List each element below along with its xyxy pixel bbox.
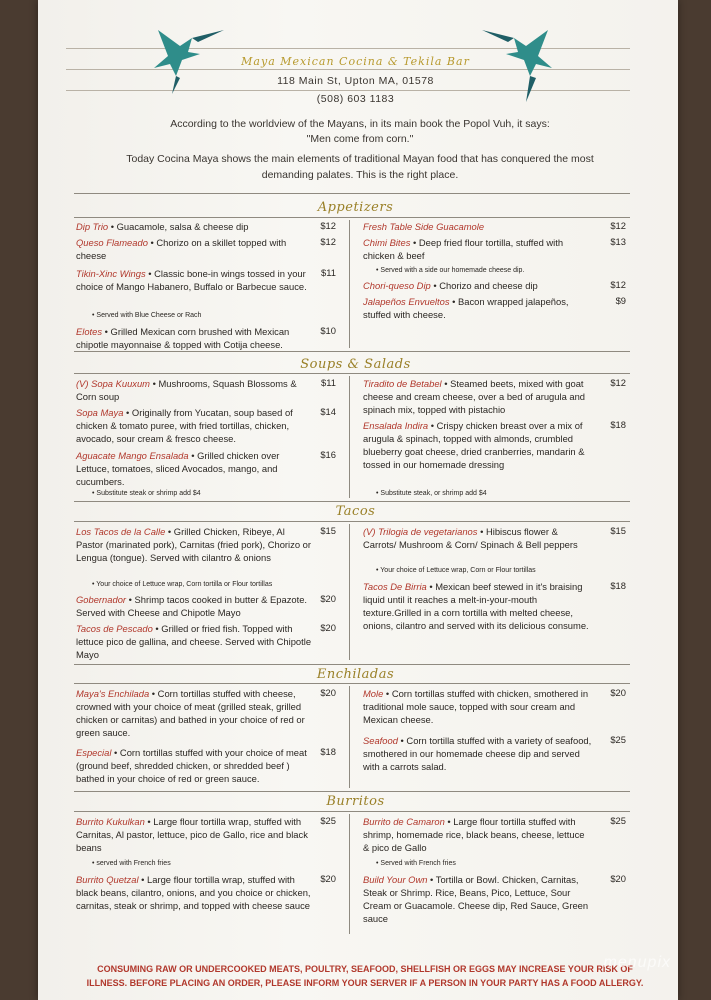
menu-item: Los Tacos de la Calle • Grilled Chicken, Ribeye, Al Pastor (marinated pork), Carnitas (fried pork), Chorizo or Lengua (tongue). Served with cilantro & onions [76, 526, 311, 563]
column-divider-tacos [349, 524, 350, 660]
menu-item-price: $12 [320, 220, 336, 231]
menu-item-price: $16 [320, 449, 336, 460]
menu-item-price: $20 [320, 873, 336, 884]
menu-item-price: $11 [321, 267, 336, 278]
menu-item-price: $11 [321, 377, 336, 388]
intro-line-4: demanding palates. This is the right place. [261, 169, 459, 181]
menu-item-note: • Substitute steak or shrimp add $4 [92, 490, 201, 497]
menu-item-price: $18 [320, 746, 336, 757]
menu-item-note: • Served with French fries [376, 860, 456, 867]
menu-item: Chimi Bites • Deep fried flour tortilla, stuffed with chicken & beef [363, 237, 564, 261]
divider-enchiladas-top [74, 664, 630, 665]
menu-item-price: $12 [610, 220, 626, 231]
divider-soups [74, 373, 630, 374]
menu-item: Dip Trio • Guacamole, salsa & cheese dip [76, 221, 249, 232]
menu-item: Chori-queso Dip • Chorizo and cheese dip [363, 280, 538, 291]
divider-soups-top [74, 351, 630, 352]
intro-line-1: According to the worldview of the Mayans, in its main book the Popol Vuh, it says: [170, 118, 550, 130]
menu-item: Seafood • Corn tortilla stuffed with a variety of seafood, smothered in our homemade cheese dip and served with a carrots salad. [363, 735, 592, 772]
menu-item-price: $20 [610, 687, 626, 698]
menu-item: Sopa Maya • Originally from Yucatan, soup based of chicken & tomato puree, with fried tortillas, chicken, avocado, sour cream & fresco cheese. [76, 407, 293, 444]
divider-tacos [74, 521, 630, 522]
section-title-appetizers: Appetizers [317, 200, 394, 215]
menu-item: Burrito de Camaron • Large flour tortilla stuffed with shrimp, homemade rice, black beans, cheese, lettuce & pico de Gallo [363, 816, 585, 853]
menu-item: Tiradito de Betabel • Steamed beets, mixed with goat cheese and cream cheese, over a bed of arugula and spinach mix, topped with pistachio [363, 378, 586, 415]
menu-item: Mole • Corn tortillas stuffed with chicken, smothered in traditional mole sauce, topped with sour cream and Mexican cheese. [363, 688, 589, 725]
column-divider-appetizers [349, 220, 350, 348]
menu-item: Queso Flameado • Chorizo on a skillet topped with cheese [76, 237, 287, 261]
section-title-enchiladas: Enchiladas [316, 667, 395, 682]
menu-item-price: $18 [610, 580, 626, 591]
menu-item-price: $13 [610, 236, 626, 247]
restaurant-phone: (508) 603 1183 [316, 93, 395, 105]
menu-item-price: $12 [320, 236, 336, 247]
divider-top [74, 193, 630, 194]
watermark: menupix [603, 954, 671, 971]
menu-item: Burrito Quetzal • Large flour tortilla wrap, stuffed with black beans, cilantro, onions, and you choice or chicken, carnitas, steak or shrimp, and topped with cheese sauce [76, 874, 311, 911]
intro-line-3: Today Cocina Maya shows the main elements of traditional Mayan food that has conquered the most [126, 153, 594, 165]
menu-item-price: $25 [610, 815, 626, 826]
menu-item: (V) Trilogia de vegetarianos • Hibiscus flower & Carrots/ Mushroom & Corn/ Spinach & Bell peppers [363, 526, 578, 550]
menu-item: Tacos de Pescado • Grilled or fried fish. Topped with lettuce pico de gallina, and cheese. Served with Chipotle Mayo [76, 623, 312, 660]
column-divider-burritos [349, 814, 350, 934]
menu-item: Aguacate Mango Ensalada • Grilled chicken over Lettuce, tomatoes, sliced Avocados, mango, and cucumbers. [76, 450, 280, 487]
restaurant-title: Maya Mexican Cocina & Tekila Bar [241, 55, 470, 68]
section-title-tacos: Tacos [335, 504, 376, 519]
menu-item-price: $15 [610, 525, 626, 536]
menu-item-price: $18 [610, 419, 626, 430]
menu-item: Gobernador • Shrimp tacos cooked in butter & Epazote. Served with Cheese and Chipotle Mayo [76, 594, 308, 618]
menu-item: Tikin-Xinc Wings • Classic bone-in wings tossed in your choice of Mango Habanero, Buffalo or Barbecue sauce. [76, 268, 307, 292]
menu-item: (V) Sopa Kuuxum • Mushrooms, Squash Blossoms & Corn soup [76, 378, 297, 402]
divider-burritos-top [74, 791, 630, 792]
section-title-burritos: Burritos [326, 794, 385, 809]
menu-item: Burrito Kukulkan • Large flour tortilla wrap, stuffed with Carnitas, Al pastor, lettuce, pico de Gallo, rice and black beans [76, 816, 308, 853]
menu-item-price: $12 [610, 377, 626, 388]
menu-item-price: $10 [320, 325, 336, 336]
menu-item: Ensalada Indira • Crispy chicken breast over a mix of arugula & spinach, topped with almonds, crumbled blueberry goat cheese, dried cranberries, mandarin & tossed in our homemade dressing [363, 420, 585, 470]
menu-item-note: • Substitute steak, or shrimp add $4 [376, 490, 487, 497]
menu-item: Tacos De Birria • Mexican beef stewed in it's braising liquid until it reaches a melt-in-your-mouth texture.Grilled in a corn tortilla with melted cheese, onions, cilantro and served with its delicious consume. [363, 581, 589, 631]
menu-item-price: $20 [320, 687, 336, 698]
menu-item-note: • Your choice of Lettuce wrap, Corn tortilla or Flour tortillas [92, 581, 273, 588]
allergy-warning-line-1: CONSUMING RAW OR UNDERCOOKED MEATS, POULTRY, SEAFOOD, SHELLFISH OR EGGS MAY INCREASE YOUR RISK OF [97, 964, 633, 974]
menu-item-price: $9 [615, 295, 626, 306]
menu-item-note: • Served with a side our homemade cheese dip. [376, 267, 525, 274]
menu-item: Build Your Own • Tortilla or Bowl. Chicken, Carnitas, Steak or Shrimp. Rice, Beans, Pico, Lettuce, Sour Cream or Guacamole. Cheese dip, Red Sauce, Green sauce [363, 874, 589, 924]
menu-item-price: $25 [610, 734, 626, 745]
column-divider-soups [349, 376, 350, 498]
menu-item: Maya's Enchilada • Corn tortillas stuffed with cheese, crowned with your choice of meat (grilled steak, grilled chicken or carnitas) and bathed in your choice of red or green sauce. [76, 688, 305, 738]
menu-item-note: • Served with Blue Cheese or Rach [92, 312, 202, 319]
menu-item: Especial • Corn tortillas stuffed with your choice of meat (ground beef, shredded chicken, or shredded beef ) bathed in your choice of red or green sauce. [76, 747, 307, 784]
menu-item-note: • served with French fries [92, 860, 171, 867]
column-divider-enchiladas [349, 686, 350, 788]
menu-item: Elotes • Grilled Mexican corn brushed with Mexican chipotle mayonnaise & topped with Cotija cheese. [76, 326, 290, 350]
menu-item: Jalapeños Envueltos • Bacon wrapped jalapeños, stuffed with cheese. [363, 296, 569, 320]
divider-burritos [74, 811, 630, 812]
allergy-warning-line-2: ILLNESS. BEFORE PLACING AN ORDER, PLEASE INFORM YOUR SERVER IF A PERSON IN YOUR PARTY HAS A FOOD ALLERGY. [86, 978, 644, 988]
menu-item-price: $15 [320, 525, 336, 536]
menu-item-price: $20 [320, 593, 336, 604]
menu-item-price: $25 [320, 815, 336, 826]
section-title-soups: Soups & Salads [300, 357, 411, 372]
divider-enchiladas [74, 683, 630, 684]
restaurant-address: 118 Main St, Upton MA, 01578 [277, 75, 434, 87]
divider-appetizers [74, 217, 630, 218]
intro-line-2: "Men come from corn." [306, 133, 414, 145]
menu-item-note: • Your choice of Lettuce wrap, Corn or Flour tortillas [376, 567, 536, 574]
menu-item-price: $20 [320, 622, 336, 633]
menu-item-price: $20 [610, 873, 626, 884]
menu-item: Fresh Table Side Guacamole [363, 221, 485, 232]
divider-tacos-top [74, 501, 630, 502]
menu-item-price: $12 [610, 279, 626, 290]
menu-item-price: $14 [320, 406, 336, 417]
